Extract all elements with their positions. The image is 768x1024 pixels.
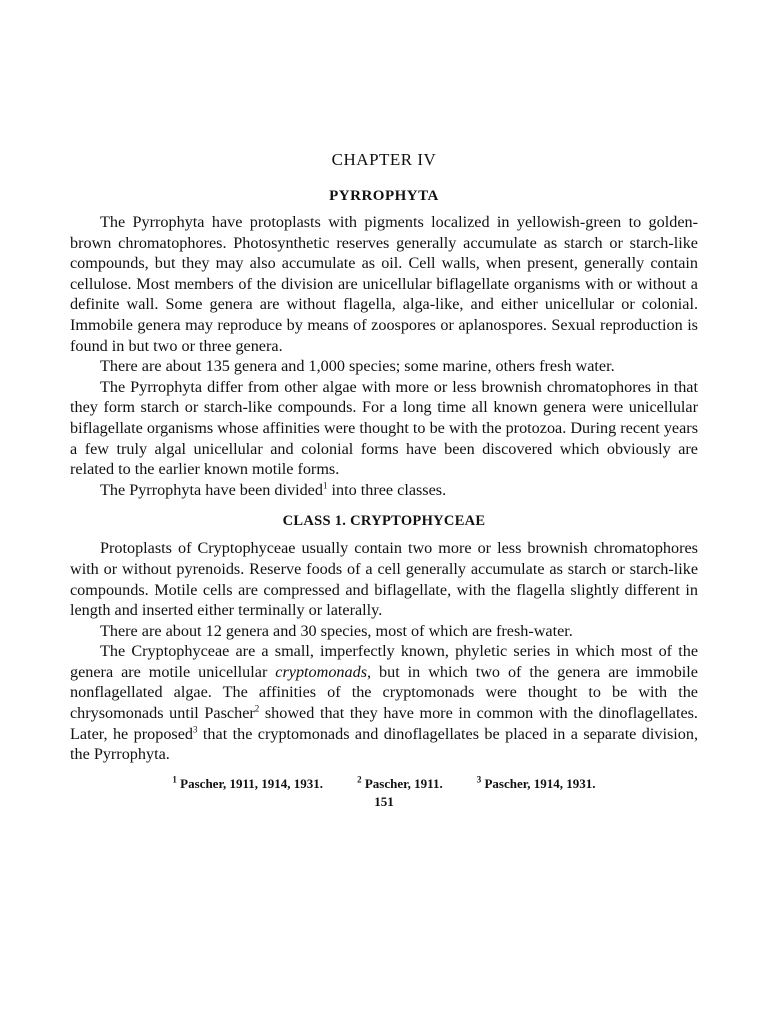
paragraph-text: into three classes. [327,480,447,499]
footnote-text: Pascher, 1911. [361,775,443,791]
paragraph-text: The Pyrrophyta have been divided [100,480,323,499]
italic-term: cryptomonads [275,662,368,681]
footnote-reference: 2 [254,703,260,714]
footnote-mark: 1 [172,774,177,785]
footnote-reference: 1 [322,480,328,491]
book-page [70,150,698,811]
footnote-mark: 2 [357,774,362,785]
footnote [172,775,323,793]
footnote [357,775,443,793]
footnote-mark: 3 [476,774,482,785]
footnote-text: Pascher, 1911, 1914, 1931. [176,775,324,791]
paragraph: The Pyrrophyta differ from other algae with more or less brownish chromatophores in that they form starch or starch-like compounds. For a long time all known genera were unicellular biflagellate organisms whose affinities were thought to be with the protozoa. During recent years a few truly algal unicellular and colonial forms have been discovered which obviously are related to the earlier known motile forms. [70,377,698,479]
chapter-title: PYRROPHYTA [329,188,439,204]
chapter-heading: CHAPTER IV [331,150,437,169]
paragraph: Protoplasts of Cryptophyceae usually contain two more or less brownish chromatophores with or without pyrenoids. Reserve foods of a cell generally accumulate as starch or starch-like compounds. Motile cells are compressed and biflagellate, with the flagella slightly different in length and inserted either terminally or laterally. [70,539,698,620]
paragraph [70,480,698,501]
footnote-text: Pascher, 1914, 1931. [481,775,596,791]
paragraph-text: that the cryptomonads and dinoflagellates be placed in a separate division, the Pyrrophyta. [70,724,698,764]
paragraph [70,641,698,765]
paragraph: The Pyrrophyta have protoplasts with pigments localized in yellowish-green to golden-brown chromatophores. Photosynthetic reserves generally accumulate as starch or starch-like compounds, but they may also accumulate as oil. Cell walls, when present, generally contain cellulose. Most members of the division are unicellular biflagellate organisms with or without a definite wall. Some genera are without flagella, alga-like, and either unicellular or colonial. Immobile genera may reproduce by means of zoospores or aplanospores. Sexual reproduction is found in but two or three genera. [70,213,698,355]
footnote [477,775,596,793]
paragraph-text: The Cryptophyceae are a small, imperfectly known, phyletic series in which most of the genera are motile unicellular [70,642,698,681]
paragraph-text: showed that they have more in common with the dinoflagellates. Later, he proposed [70,704,698,743]
paragraph: There are about 12 genera and 30 species, most of which are fresh-water. [100,621,573,640]
paragraph-text: , but in which two of the genera are immobile nonflagellated algae. The affinities of the cryptomonads were thought to be with the chrysomonads until Pascher [70,662,698,723]
paragraph: There are about 135 genera and 1,000 species; some marine, others fresh water. [100,357,615,376]
section-heading: CLASS 1. CRYPTOPHYCEAE [282,513,486,530]
page-number: 151 [374,793,394,809]
footnote-reference: 3 [193,724,198,735]
footnotes [70,775,698,793]
